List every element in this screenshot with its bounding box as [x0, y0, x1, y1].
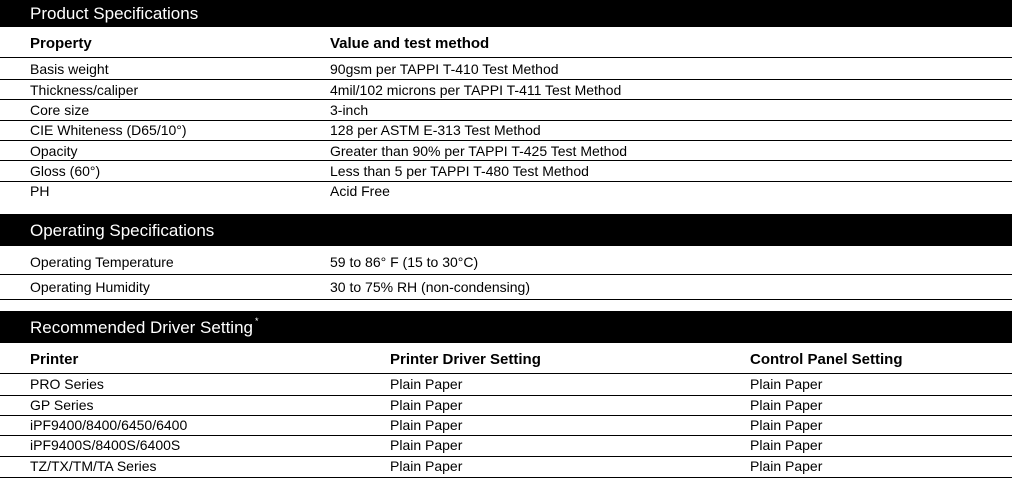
value-cell: Acid Free [330, 183, 390, 199]
divider [0, 477, 1012, 478]
table-row [0, 456, 1012, 476]
driver-setting-cell: Plain Paper [390, 397, 463, 413]
product-specs-header-bar [0, 0, 1012, 27]
table-row [0, 141, 1012, 161]
column-header-driver-setting: Printer Driver Setting [390, 351, 541, 368]
value-cell: 3-inch [330, 102, 369, 118]
table-row [0, 374, 1012, 394]
value-cell: Less than 5 per TAPPI T-480 Test Method [330, 163, 589, 179]
table-row [0, 59, 1012, 79]
table-row [0, 120, 1012, 140]
printer-cell: iPF9400/8400/6450/6400 [30, 417, 188, 433]
printer-cell: PRO Series [30, 376, 104, 392]
printer-cell: GP Series [30, 397, 94, 413]
table-row [0, 80, 1012, 100]
printer-cell: TZ/TX/TM/TA Series [30, 458, 157, 474]
property-cell: Thickness/caliper [30, 82, 139, 98]
property-cell: Opacity [30, 143, 78, 159]
table-row [0, 100, 1012, 120]
value-cell: Greater than 90% per TAPPI T-425 Test Method [330, 143, 628, 159]
property-cell: Operating Humidity [30, 279, 150, 295]
value-cell: 4mil/102 microns per TAPPI T-411 Test Method [330, 82, 622, 98]
control-panel-cell: Plain Paper [750, 437, 823, 453]
column-header-value: Value and test method [330, 35, 490, 52]
property-cell: Core size [30, 102, 90, 118]
table-row [0, 181, 1012, 201]
table-row [0, 415, 1012, 435]
driver-setting-cell: Plain Paper [390, 437, 463, 453]
driver-setting-header-bar [0, 311, 1012, 343]
value-cell: 30 to 75% RH (non-condensing) [330, 279, 531, 295]
printer-cell: iPF9400S/8400S/6400S [30, 437, 181, 453]
control-panel-cell: Plain Paper [750, 376, 823, 392]
control-panel-cell: Plain Paper [750, 397, 823, 413]
property-cell: CIE Whiteness (D65/10°) [30, 122, 187, 138]
driver-setting-cell: Plain Paper [390, 458, 463, 474]
table-row [0, 252, 1012, 272]
property-cell: Gloss (60°) [30, 163, 101, 179]
table-row [0, 277, 1012, 297]
operating-specs-header-bar [0, 214, 1012, 246]
value-cell: 59 to 86° F (15 to 30°C) [330, 254, 479, 270]
property-cell: Basis weight [30, 61, 109, 77]
operating-specs-title: Operating Specifications [30, 220, 215, 240]
product-specs-title: Product Specifications [30, 4, 199, 23]
value-cell: 128 per ASTM E-313 Test Method [330, 122, 541, 138]
control-panel-cell: Plain Paper [750, 458, 823, 474]
table-row [0, 161, 1012, 181]
driver-setting-cell: Plain Paper [390, 417, 463, 433]
property-cell: PH [30, 183, 50, 199]
control-panel-cell: Plain Paper [750, 417, 823, 433]
column-header-printer: Printer [30, 351, 79, 368]
table-row [0, 395, 1012, 415]
driver-setting-header-row [0, 350, 1012, 370]
value-cell: 90gsm per TAPPI T-410 Test Method [330, 61, 559, 77]
divider [0, 57, 1012, 58]
divider [0, 299, 1012, 300]
column-header-control-panel: Control Panel Setting [750, 351, 903, 368]
table-row [0, 435, 1012, 455]
footnote-mark: * [254, 315, 259, 326]
property-cell: Operating Temperature [30, 254, 174, 270]
product-specs-header-row [0, 34, 1012, 54]
column-header-property: Property [30, 35, 92, 52]
driver-setting-cell: Plain Paper [390, 376, 463, 392]
divider [0, 274, 1012, 275]
driver-setting-title: Recommended Driver Setting [30, 317, 253, 337]
